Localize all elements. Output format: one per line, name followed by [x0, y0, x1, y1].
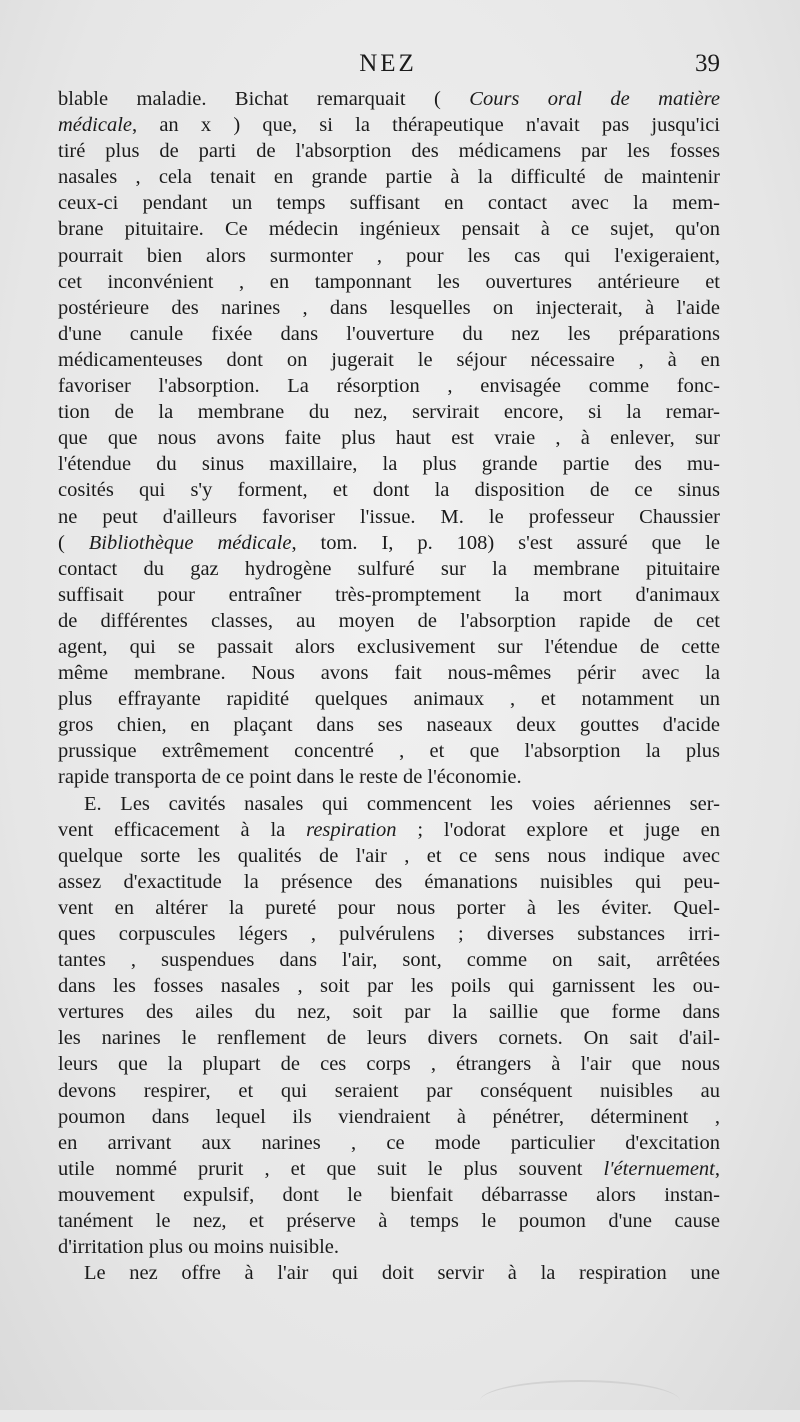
text-line [58, 791, 720, 817]
text-line [58, 86, 720, 112]
text-segment: suffisait pour entraîner très-promptement la mort d'animaux [58, 583, 720, 606]
text-segment: les narines le renflement de leurs divers cornets. On sait d'ail- [58, 1027, 720, 1050]
text-segment: cosités qui s'y forment, et dont la disposition de ce sinus [58, 479, 720, 502]
text-line [58, 190, 720, 216]
text-segment: de différentes classes, au moyen de l'absorption rapide de cet [58, 609, 720, 632]
text-segment: devons respirer, et qui seraient par conséquent nuisibles au [58, 1079, 720, 1102]
text-line [58, 817, 720, 843]
text-segment: vent efficacement à la [58, 818, 307, 841]
text-segment: que que nous avons faite plus haut est vraie , à enlever, sur [58, 427, 720, 450]
text-segment: tanément le nez, et préserve à temps le poumon d'une cause [58, 1210, 720, 1233]
text-segment: assez d'exactitude la présence des émanations nuisibles qui peu- [58, 870, 720, 893]
text-segment: médicamenteuses dont on jugerait le séjour nécessaire , à en [58, 348, 720, 371]
text-line [58, 243, 720, 269]
text-segment: l'étendue du sinus maxillaire, la plus grande partie des mu- [58, 453, 720, 476]
text-line [58, 269, 720, 295]
text-segment: ( [58, 531, 89, 554]
text-line [58, 504, 720, 530]
text-line [58, 686, 720, 712]
text-line [58, 895, 720, 921]
italic-text-segment: Bibliothèque médicale [88, 531, 292, 554]
text-line [58, 947, 720, 973]
italic-text-segment: l'éternuement [603, 1157, 715, 1180]
text-line [58, 973, 720, 999]
text-line [58, 1051, 720, 1077]
text-segment: Le nez offre à l'air qui doit servir à la respiration une [84, 1262, 720, 1285]
text-line [58, 399, 720, 425]
text-segment: favoriser l'absorption. La résorption , envisagée comme fonc- [58, 375, 720, 398]
text-segment: utile nommé prurit , et que suit le plus souvent [58, 1157, 604, 1180]
text-segment: blable maladie. Bichat remarquait ( [58, 88, 470, 110]
text-segment: postérieure des narines , dans lesquelles on injecterait, à l'aide [58, 296, 720, 319]
text-line [58, 1078, 720, 1104]
text-segment: ceux-ci pendant un temps suffisant en contact avec la mem- [58, 192, 720, 215]
text-line [58, 347, 720, 373]
text-line [58, 477, 720, 503]
text-line [58, 764, 720, 790]
page-number: 39 [695, 50, 720, 77]
text-line [58, 582, 720, 608]
text-line [58, 608, 720, 634]
text-segment: ; l'odorat explore et juge en [396, 818, 720, 841]
running-head [58, 50, 718, 84]
text-line [58, 1234, 720, 1260]
italic-text-segment: Cours oral de matière [469, 88, 720, 110]
text-line [58, 1104, 720, 1130]
text-line [58, 921, 720, 947]
text-segment: brane pituitaire. Ce médecin ingénieux pensait à ce sujet, qu'on [58, 218, 720, 241]
text-segment: leurs que la plupart de ces corps , étrangers à l'air que nous [58, 1053, 720, 1076]
text-line [58, 530, 720, 556]
text-line [58, 1182, 720, 1208]
text-line [58, 660, 720, 686]
text-segment: tion de la membrane du nez, servirait encore, si la remar- [58, 401, 720, 424]
text-segment: contact du gaz hydrogène sulfuré sur la membrane pituitaire [58, 557, 720, 580]
text-segment: d'une canule fixée dans l'ouverture du nez les préparations [58, 322, 720, 345]
text-segment: E. Les cavités nasales qui commencent les voies aériennes ser- [84, 792, 720, 815]
text-segment: vertures des ailes du nez, soit par la saillie que forme dans [58, 1001, 720, 1024]
italic-text-segment: médicale [58, 114, 132, 137]
text-segment: plus effrayante rapidité quelques animaux , et notamment un [58, 688, 720, 711]
text-segment: ques corpuscules légers , pulvérulens ; diverses substances irri- [58, 923, 720, 945]
text-segment: tiré plus de parti de l'absorption des médicamens par les fosses [58, 140, 720, 163]
text-segment: vent en altérer la pureté pour nous porter à les éviter. Quel- [58, 896, 720, 919]
text-segment: pourrait bien alors surmonter , pour les cas qui l'exigeraient, [58, 244, 720, 267]
text-segment: cet inconvénient , en tamponnant les ouvertures antérieure et [58, 270, 720, 293]
text-segment: même membrane. Nous avons fait nous-mêmes périr avec la [58, 662, 720, 685]
text-line [58, 164, 720, 190]
text-line [58, 321, 720, 347]
running-title: NEZ [359, 50, 417, 77]
text-line [58, 738, 720, 764]
text-line [58, 556, 720, 582]
text-line [58, 1025, 720, 1051]
text-line [58, 634, 720, 660]
text-segment: dans les fosses nasales , soit par les poils qui garnissent les ou- [58, 975, 720, 998]
text-line [58, 451, 720, 477]
bleed-through-mark [480, 1380, 680, 1422]
text-line [58, 112, 720, 138]
text-line [58, 138, 720, 164]
text-line [58, 425, 720, 451]
text-segment: gros chien, en plaçant dans ses naseaux deux gouttes d'acide [58, 714, 720, 737]
text-line [58, 373, 720, 399]
italic-text-segment: respiration [306, 818, 397, 841]
text-segment: , an x ) que, si la thérapeutique n'avait pas jusqu'ici [132, 114, 720, 137]
text-line [58, 1130, 720, 1156]
text-line [58, 216, 720, 242]
text-segment: tantes , suspendues dans l'air, sont, comme on sait, arrêtées [58, 949, 720, 972]
text-line [58, 843, 720, 869]
text-segment: , [714, 1157, 720, 1180]
text-line [58, 999, 720, 1025]
text-line [58, 712, 720, 738]
text-segment: en arrivant aux narines , ce mode particulier d'excitation [58, 1131, 720, 1154]
text-line [58, 295, 720, 321]
text-line [58, 1260, 720, 1286]
text-segment: prussique extrêmement concentré , et que l'absorption la plus [58, 740, 720, 763]
text-segment: mouvement expulsif, dont le bienfait débarrasse alors instan- [58, 1183, 720, 1206]
text-segment: poumon dans lequel ils viendraient à pénétrer, déterminent , [58, 1105, 720, 1128]
text-line [58, 869, 720, 895]
body-text [58, 86, 720, 1286]
text-segment: ne peut d'ailleurs favoriser l'issue. M. le professeur Chaussier [58, 505, 720, 528]
text-segment: agent, qui se passait alors exclusivement sur l'étendue de cette [58, 635, 720, 658]
text-line [58, 1208, 720, 1234]
text-segment: quelque sorte les qualités de l'air , et ce sens nous indique avec [58, 844, 720, 867]
text-segment: , tom. I, p. 108) s'est assuré que le [291, 531, 720, 554]
text-segment: d'irritation plus ou moins nuisible. [58, 1236, 340, 1259]
text-line [58, 1156, 720, 1182]
text-segment: rapide transporta de ce point dans le reste de l'économie. [58, 766, 522, 789]
text-segment: nasales , cela tenait en grande partie à la difficulté de maintenir [58, 166, 720, 189]
